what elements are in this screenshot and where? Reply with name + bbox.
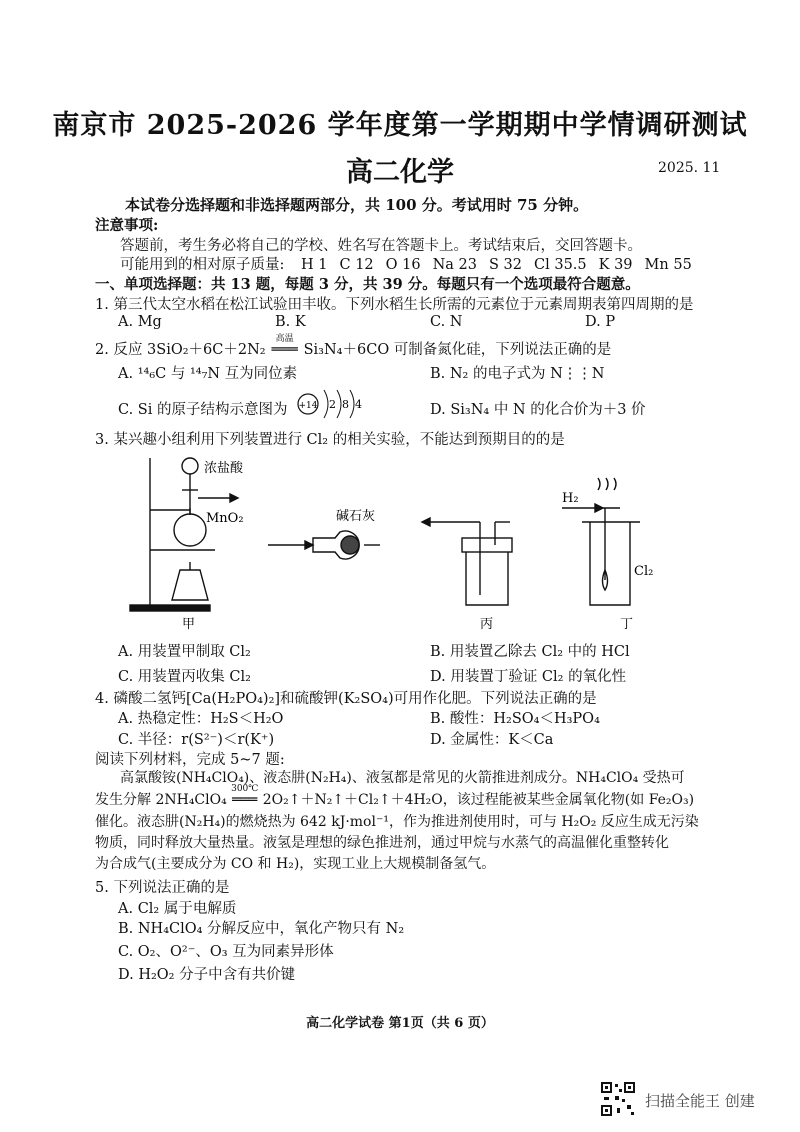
watermark-text: 扫描全能王 创建 [645,1092,755,1110]
exam-date: 2025. 11 [658,160,721,176]
reading-line-5: 为合成气(主要成分为 CO 和 H₂)，实现工业上大规模制备氢气。 [95,856,496,872]
reading-line-2-part1: 发生分解 2NH₄ClO₄ [95,792,227,808]
q3-option-d: D. 用装置丁验证 Cl₂ 的氧化性 [430,669,627,685]
q5-option-b: B. NH₄ClO₄ 分解反应中，氧化产物只有 N₂ [118,921,405,937]
reading-intro: 阅读下列材料，完成 5~7 题: [95,752,285,768]
atomic-mass-item: S 32 [489,257,522,273]
q2-stem-part1: 2. 反应 3SiO₂＋6C＋2N₂ [95,342,266,358]
exam-title: 南京市 2025-2026 学年度第一学期期中学情调研测试 [52,110,748,141]
reading-line-3: 催化。液态肼(N₂H₄)的燃烧热为 642 kJ·mol⁻¹，作为推进剂使用时，可与 H₂O₂ 反应生成无污染 [95,814,699,830]
exam-summary: 本试卷分选择题和非选择题两部分，共 100 分。考试用时 75 分钟。 [125,196,589,214]
q5-option-c: C. O₂、O²⁻、O₃ 互为同素异形体 [118,944,334,960]
q1-stem: 1. 第三代太空水稻在松江试验田丰收。下列水稻生长所需的元素位于元素周期表第四周期的是 [95,297,694,313]
q1-option-c: C. N [430,314,463,330]
label-jia: 甲 [182,617,196,632]
q2-stem [95,334,612,359]
decomposition-condition: 300℃ [231,784,259,794]
label-h2: H₂ [562,491,579,506]
atomic-mass-item: Cl 35.5 [534,257,587,273]
nucleus-charge: +14 [298,401,318,411]
atomic-mass-label: 可能用到的相对原子质量: [120,257,285,273]
atomic-mass-list [289,257,692,273]
atomic-mass-item: H 1 [301,257,328,273]
reading-line-2-part2: 2O₂↑＋N₂↑＋Cl₂↑＋4H₂O，该过程能被某些金属氧化物(如 Fe₂O₃) [262,792,695,808]
label-cl2: Cl₂ [634,564,654,579]
shell-arc-3 [350,390,354,418]
shell-arc-1 [324,390,328,418]
q3-option-c: C. 用装置丙收集 Cl₂ [118,669,251,685]
q3-apparatus-figure [100,450,740,632]
shell-count-1: 2 [329,398,336,411]
q2-option-b: B. N₂ 的电子式为 N⋮⋮N [430,366,605,382]
label-soda-lime: 碱石灰 [336,509,376,524]
atomic-mass-line [120,253,692,274]
q2-option-c: C. Si 的原子结构示意图为 [118,402,288,418]
shell-arc-2 [337,390,341,418]
atomic-mass-item: Na 23 [432,257,477,273]
q2-stem-part2: Si₃N₄＋6CO 可制备氮化硅，下列说法正确的是 [303,342,612,358]
q1-option-d: D. P [585,314,616,330]
q1-option-b: B. K [275,314,306,330]
section-1-heading: 一、单项选择题：共 13 题，每题 3 分，共 39 分。每题只有一个选项最符合题意。 [95,276,640,293]
qr-code-icon [600,1081,636,1117]
q3-stem: 3. 某兴趣小组利用下列装置进行 Cl₂ 的相关实验，不能达到预期目的的是 [95,432,565,448]
q4-stem: 4. 磷酸二氢钙[Ca(H₂PO₄)₂]和硫酸钾(K₂SO₄)可用作化肥。下列说法正确的是 [95,691,597,707]
page-footer: 高二化学试卷 第1页（共 6 页） [306,1016,494,1031]
atomic-mass-item: Mn 55 [644,257,692,273]
apparatus-bing [422,518,512,605]
q4-option-d: D. 金属性：K＜Ca [430,732,554,748]
reading-line-4: 物质，同时释放大量热量。液氢是理想的绿色推进剂，通过甲烷与水蒸气的高温催化重整转化 [95,835,669,851]
note-1: 答题前，考生务必将自己的学校、姓名写在答题卡上。考试结束后，交回答题卡。 [120,238,642,254]
q4-option-a: A. 热稳定性：H₂S＜H₂O [118,711,284,727]
apparatus-yi [268,531,380,559]
label-conc-hcl: 浓盐酸 [204,461,244,476]
apparatus-jia [130,458,238,611]
q4-option-c: C. 半径：r(S²⁻)＜r(K⁺) [118,732,275,748]
label-bing: 丙 [480,617,494,632]
q5-option-a: A. Cl₂ 属于电解质 [118,901,237,917]
q4-option-b: B. 酸性：H₂SO₄＜H₃PO₄ [430,711,600,727]
q1-option-a: A. Mg [118,314,162,330]
q2-condition-arrow: 高温 ═══ [266,342,304,358]
label-mno2: MnO₂ [206,511,244,526]
q3-option-a: A. 用装置甲制取 Cl₂ [118,644,251,660]
q5-option-d: D. H₂O₂ 分子中含有共价键 [118,967,296,983]
q2-condition: 高温 [275,334,294,344]
reading-line-2 [95,784,705,810]
q2-option-d: D. Si₃N₄ 中 N 的化合价为＋3 价 [430,402,646,418]
atomic-mass-item: O 16 [385,257,421,273]
atomic-mass-item: C 12 [339,257,374,273]
notes-heading: 注意事项: [95,217,159,234]
q3-option-b: B. 用装置乙除去 Cl₂ 中的 HCl [430,644,630,660]
label-ding: 丁 [620,617,634,632]
shell-count-2: 8 [342,398,349,411]
q2-option-a: A. ¹⁴₆C 与 ¹⁴₇N 互为同位素 [118,366,298,382]
shell-count-3: 4 [355,398,362,411]
reading-line-1: 高氯酸铵(NH₄ClO₄)、液态肼(N₂H₄)、液氢都是常见的火箭推进剂成分。NH₄ClO₄ 受热可 [120,770,685,786]
decomposition-arrow: 300℃ ═══ [227,790,263,810]
atomic-mass-item: K 39 [598,257,633,273]
subject-title: 高二化学 [346,157,454,188]
si-atom-diagram [296,386,366,422]
q5-stem: 5. 下列说法正确的是 [95,880,230,896]
